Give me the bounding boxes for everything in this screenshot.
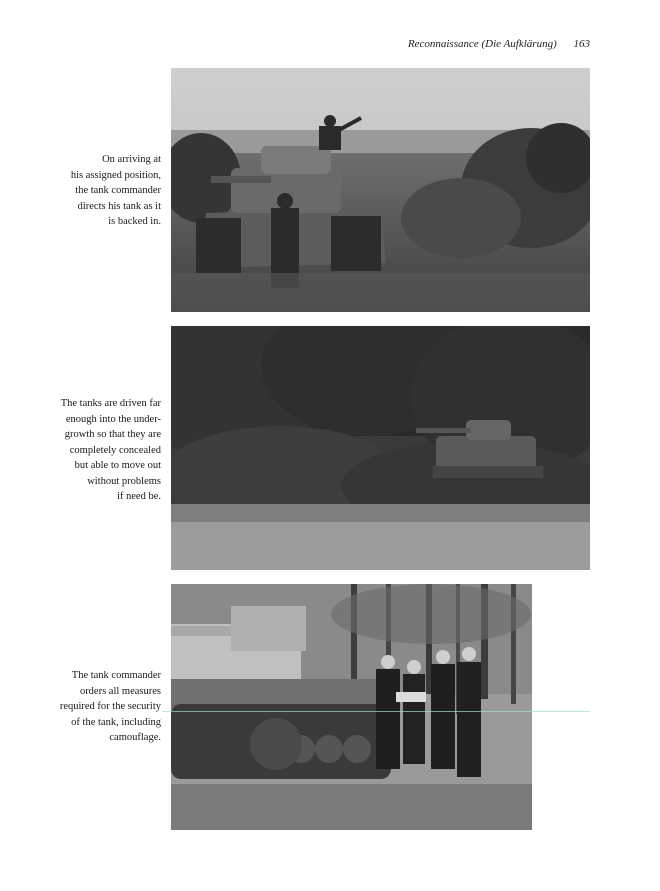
caption-line: required for the security — [59, 701, 161, 712]
caption-line: if need be. — [116, 491, 161, 502]
caption-line: The tanks are driven far — [60, 398, 161, 409]
caption-line: orders all measures — [79, 685, 161, 697]
caption-line: is backed in. — [108, 216, 161, 227]
caption-line: On arriving at — [102, 154, 161, 165]
caption-line: the tank commander — [75, 185, 161, 196]
caption-line: of the tank, including — [71, 716, 161, 728]
photo-tank-backing-in — [171, 68, 590, 312]
caption-line: directs his tank as it — [77, 200, 161, 212]
running-head — [408, 38, 590, 50]
caption-line: growth so that they are — [64, 429, 161, 440]
page-number: 163 — [573, 38, 590, 50]
running-head-title: Reconnaissance (Die Aufklärung) — [407, 38, 557, 50]
caption-line: The tank commander — [71, 670, 161, 681]
caption-photo-2 — [30, 396, 161, 505]
scan-artifact-line — [162, 711, 590, 712]
caption-line: without problems — [87, 475, 161, 487]
photo-tank-concealed — [171, 326, 590, 570]
caption-line: enough into the under- — [65, 413, 161, 425]
photo-tank-crew-forest — [171, 584, 532, 830]
caption-line: camouflage. — [109, 732, 161, 743]
caption-line: but able to move out — [74, 460, 161, 471]
caption-photo-3 — [30, 668, 161, 746]
caption-line: completely concealed — [69, 444, 161, 456]
caption-photo-1 — [30, 152, 161, 230]
caption-line: his assigned position, — [70, 169, 161, 181]
